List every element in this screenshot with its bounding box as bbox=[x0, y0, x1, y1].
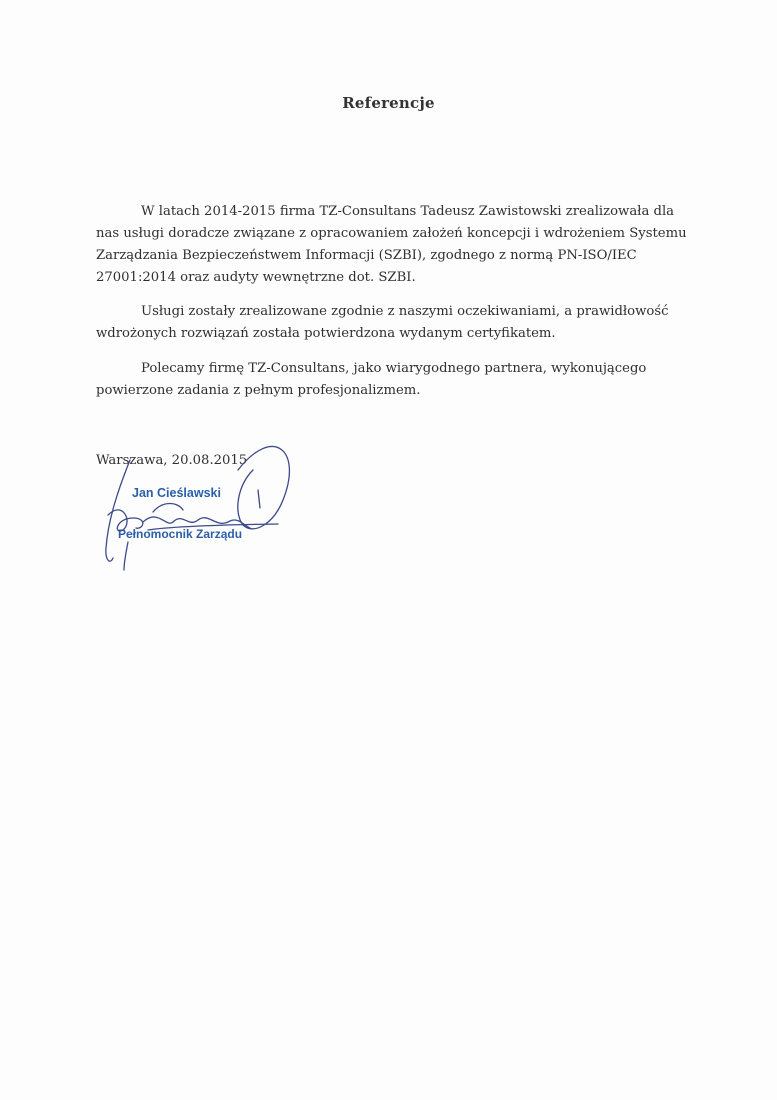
stamp-role: Pełnomocnik Zarządu bbox=[118, 527, 243, 541]
paragraph-3-line-2: powierzone zadania z pełnym profesjonalizmem. bbox=[96, 383, 421, 398]
paragraph-2-line-1: Usługi zostały zrealizowane zgodnie z naszymi oczekiwaniami, a prawidłowość bbox=[141, 304, 669, 319]
paragraph-1-line-4: 27001:2014 oraz audyty wewnętrzne dot. SZBI. bbox=[96, 270, 416, 285]
document-title: Referencje bbox=[342, 94, 435, 112]
handwritten-signature-icon bbox=[88, 430, 308, 580]
paragraph-3-line-1: Polecamy firmę TZ-Consultans, jako wiarygodnego partnera, wykonującego bbox=[141, 361, 647, 376]
paragraph-2 bbox=[96, 301, 686, 345]
paragraph-1-line-2: nas usługi doradcze związane z opracowaniem założeń koncepcji i wdrożeniem Systemu bbox=[96, 226, 687, 241]
paragraph-3 bbox=[96, 358, 686, 402]
stamp-name: Jan Cieślawski bbox=[132, 486, 221, 500]
paragraph-1-line-1: W latach 2014-2015 firma TZ-Consultans Tadeusz Zawistowski zrealizowała dla bbox=[141, 204, 675, 219]
paragraph-2-line-2: wdrożonych rozwiązań została potwierdzona wydanym certyfikatem. bbox=[96, 326, 556, 341]
paragraph-1 bbox=[96, 201, 686, 289]
place-and-date: Warszawa, 20.08.2015 bbox=[96, 453, 248, 468]
paragraph-1-line-3: Zarządzania Bezpieczeństwem Informacji (SZBI), zgodnego z normą PN-ISO/IEC bbox=[96, 248, 637, 263]
